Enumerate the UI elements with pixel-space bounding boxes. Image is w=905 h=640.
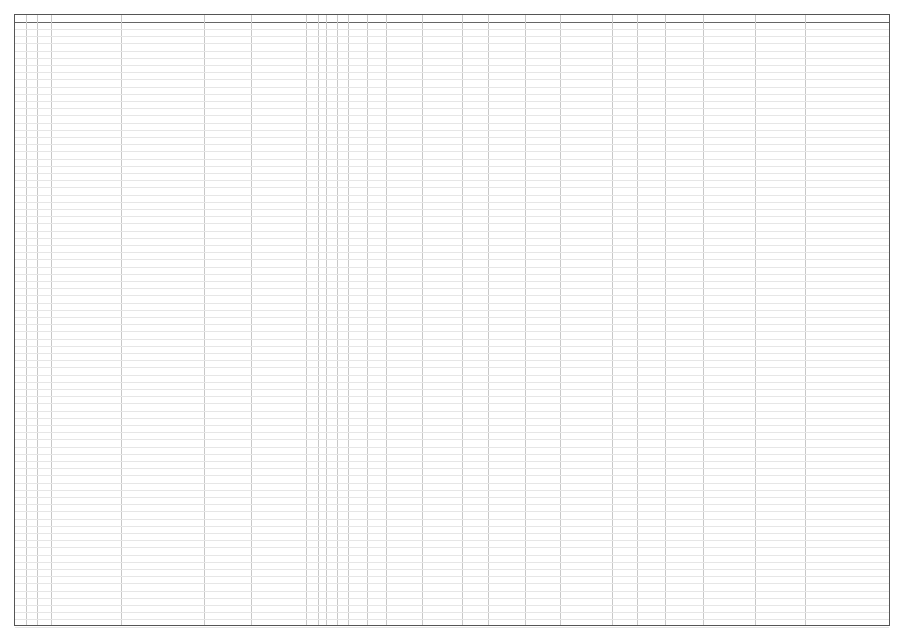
- table-row: [15, 137, 889, 138]
- table-row: [15, 65, 889, 66]
- table-row: [15, 94, 889, 95]
- table-row: [15, 519, 889, 520]
- table-row: [15, 562, 889, 563]
- table-row: [15, 252, 889, 253]
- table-row: [15, 540, 889, 541]
- table-row: [15, 619, 889, 620]
- table-row: [15, 331, 889, 332]
- table-row: [15, 598, 889, 599]
- table-row: [15, 130, 889, 131]
- table-row: [15, 360, 889, 361]
- table-row: [15, 101, 889, 102]
- data-table: [14, 14, 890, 626]
- table-row: [15, 346, 889, 347]
- table-row: [15, 418, 889, 419]
- table-row: [15, 29, 889, 30]
- table-row: [15, 108, 889, 109]
- table-row: [15, 187, 889, 188]
- table-row: [15, 533, 889, 534]
- table-row: [15, 439, 889, 440]
- table-row: [15, 389, 889, 390]
- table-row: [15, 115, 889, 116]
- table-row: [15, 310, 889, 311]
- table-row: [15, 526, 889, 527]
- table-row: [15, 238, 889, 239]
- table-row: [15, 195, 889, 196]
- table-row: [15, 475, 889, 476]
- table-row: [15, 490, 889, 491]
- table-row: [15, 461, 889, 462]
- table-row: [15, 576, 889, 577]
- table-row: [15, 605, 889, 606]
- table-row: [15, 396, 889, 397]
- table-row: [15, 339, 889, 340]
- table-row: [15, 79, 889, 80]
- table-row: [15, 259, 889, 260]
- table-row: [15, 281, 889, 282]
- table-row: [15, 403, 889, 404]
- table-row: [15, 353, 889, 354]
- table-row: [15, 51, 889, 52]
- table-row: [15, 36, 889, 37]
- table-row: [15, 454, 889, 455]
- table-row: [15, 223, 889, 224]
- table-row: [15, 72, 889, 73]
- table-row: [15, 123, 889, 124]
- table-row: [15, 245, 889, 246]
- table-row: [15, 497, 889, 498]
- table-row: [15, 274, 889, 275]
- table-row: [15, 468, 889, 469]
- table-row: [15, 317, 889, 318]
- table-row: [15, 288, 889, 289]
- table-row: [15, 583, 889, 584]
- table-row: [15, 375, 889, 376]
- table-row: [15, 43, 889, 44]
- table-row: [15, 547, 889, 548]
- table-row: [15, 159, 889, 160]
- table-row: [15, 504, 889, 505]
- table-row: [15, 591, 889, 592]
- table-row: [15, 432, 889, 433]
- table-row: [15, 303, 889, 304]
- table-row: [15, 231, 889, 232]
- table-row: [15, 87, 889, 88]
- table-row: [15, 483, 889, 484]
- table-row: [15, 58, 889, 59]
- table-row: [15, 295, 889, 296]
- table-row: [15, 555, 889, 556]
- table-row: [15, 411, 889, 412]
- table-row: [15, 144, 889, 145]
- table-row: [15, 216, 889, 217]
- table-row: [15, 151, 889, 152]
- table-row: [15, 209, 889, 210]
- table-row: [15, 569, 889, 570]
- table-row: [15, 267, 889, 268]
- table-row: [15, 166, 889, 167]
- table-row: [15, 447, 889, 448]
- table-row: [15, 173, 889, 174]
- table-row: [15, 367, 889, 368]
- table-row: [15, 324, 889, 325]
- table-row: [15, 180, 889, 181]
- table-row: [15, 612, 889, 613]
- table-row: [15, 511, 889, 512]
- table-row: [15, 425, 889, 426]
- table-header-row: [15, 15, 889, 23]
- table-row: [15, 382, 889, 383]
- table-row: [15, 202, 889, 203]
- table-row: [15, 627, 889, 628]
